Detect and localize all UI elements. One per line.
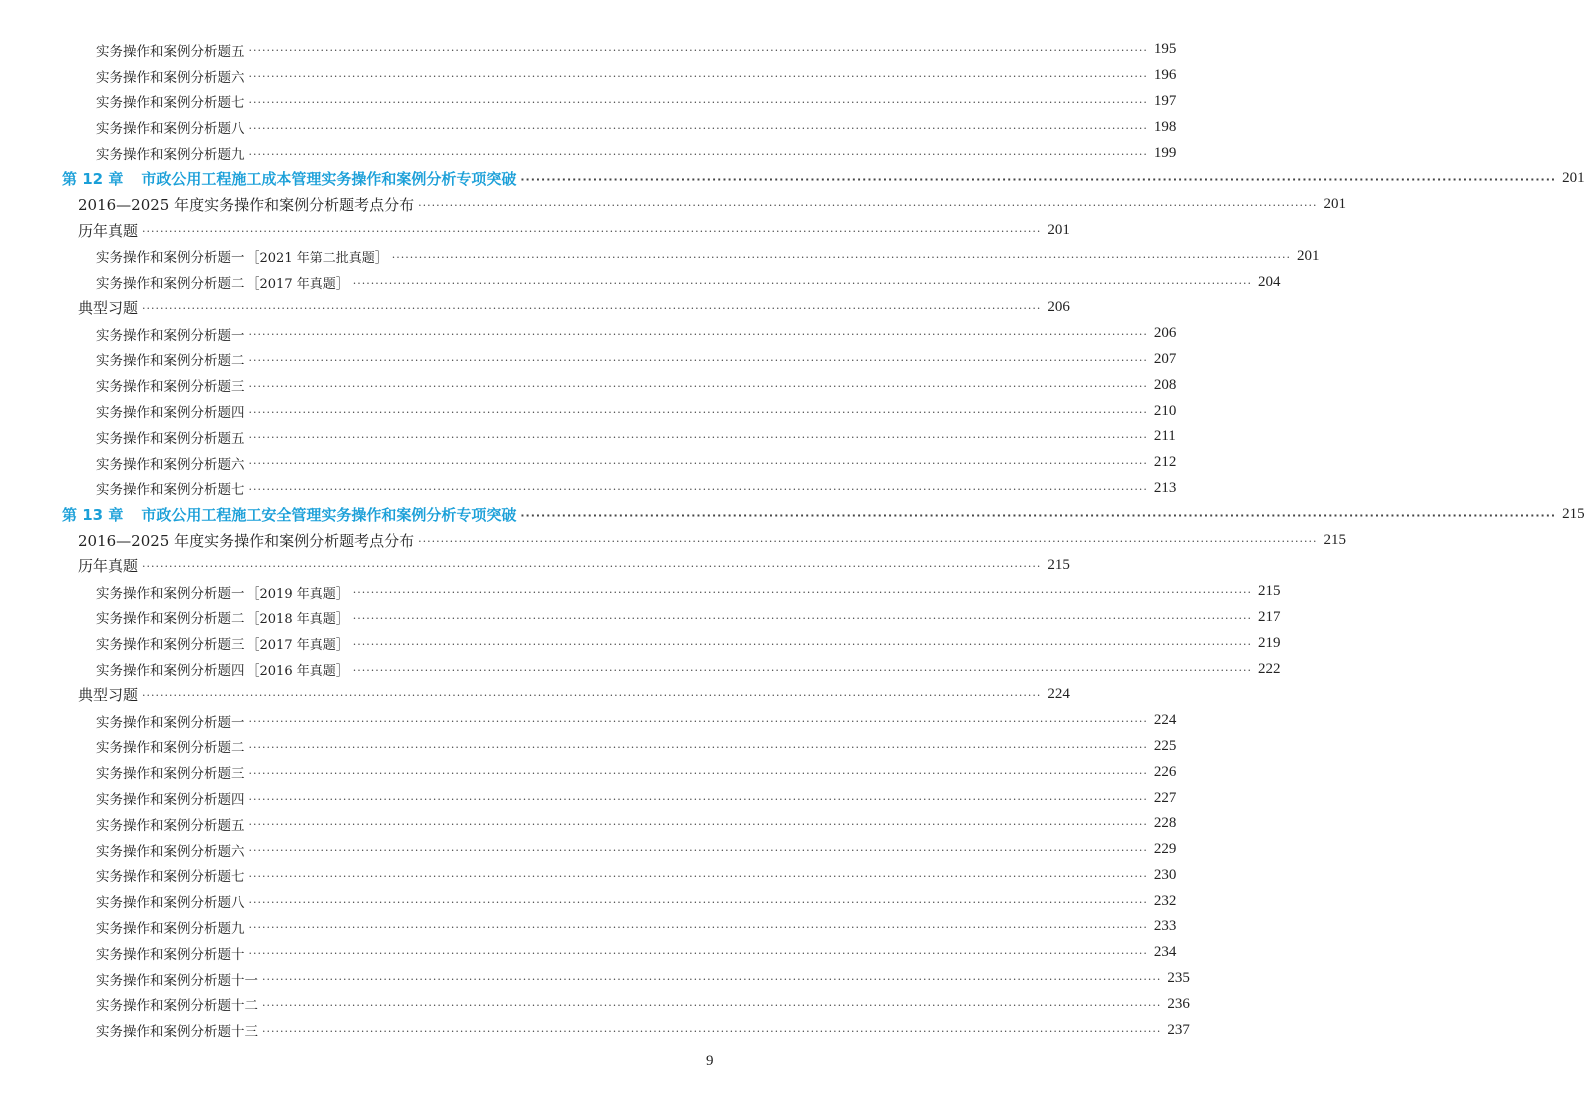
entry-label: 实务操作和案例分析题六 — [96, 843, 245, 860]
dot-leader: ········································································································································································································ — [352, 611, 1253, 625]
dot-leader: ········································································································································································································ — [142, 224, 1042, 238]
toc-page-number: 212 — [1153, 454, 1177, 471]
entry-label: 实务操作和案例分析题十 — [96, 946, 245, 963]
toc-page-number: 215 — [1047, 557, 1070, 574]
table-of-contents — [0, 37, 1585, 1043]
toc-page-number: 207 — [1153, 350, 1177, 367]
toc-page-number: 215 — [1562, 505, 1585, 522]
toc-entry-title — [96, 840, 249, 860]
toc-page-number: 232 — [1153, 892, 1177, 909]
toc-item-row[interactable] — [0, 579, 1281, 605]
toc-item-row[interactable] — [0, 630, 1281, 656]
toc-entry-title — [96, 427, 249, 447]
toc-page-number: 235 — [1167, 970, 1190, 987]
toc-entry-title — [96, 582, 353, 602]
toc-page-number: 229 — [1153, 841, 1177, 858]
toc-item-row[interactable] — [0, 811, 1177, 837]
toc-item-row[interactable] — [0, 863, 1177, 889]
entry-label: 实务操作和案例分析题七 — [96, 482, 245, 499]
entry-label: 实务操作和案例分析题三 — [96, 637, 245, 654]
toc-entry-title — [96, 865, 249, 885]
toc-entry-title — [96, 66, 249, 86]
entry-label: 实务操作和案例分析题十一 — [96, 972, 258, 989]
dot-leader: ········································································································································································································ — [248, 328, 1148, 342]
toc-dist-row[interactable] — [0, 192, 1346, 218]
toc-page-number: 237 — [1167, 1021, 1190, 1038]
toc-item-row[interactable] — [0, 114, 1177, 140]
toc-page-number: 234 — [1153, 944, 1177, 961]
toc-page-number: 196 — [1153, 67, 1177, 84]
toc-entry-title — [96, 788, 249, 808]
toc-page-number: 195 — [1153, 41, 1177, 58]
dot-leader: ········································································································································································································ — [248, 70, 1148, 84]
dot-leader: ········································································································································································································ — [248, 947, 1148, 961]
toc-item-row[interactable] — [0, 759, 1177, 785]
toc-chapter-row[interactable] — [0, 166, 1585, 192]
toc-entry-title — [96, 994, 262, 1014]
toc-entry-title — [78, 530, 418, 551]
toc-item-row[interactable] — [0, 940, 1177, 966]
toc-item-row[interactable] — [0, 372, 1177, 398]
entry-label: 典型习题 — [78, 686, 139, 705]
toc-entry-title — [96, 659, 353, 679]
toc-item-row[interactable] — [0, 888, 1177, 914]
toc-page-number: 236 — [1167, 995, 1190, 1012]
dot-leader: ········································································································································································································ — [248, 766, 1148, 780]
exam-year-tag: ［2017 年真题］ — [246, 638, 349, 654]
toc-section-row[interactable] — [0, 218, 1070, 244]
entry-label: 实务操作和案例分析题六 — [96, 69, 245, 86]
dot-leader: ········································································································································································································ — [248, 921, 1148, 935]
entry-label: 实务操作和案例分析题一 — [96, 585, 245, 602]
toc-item-row[interactable] — [0, 269, 1281, 295]
toc-page-number: 211 — [1153, 428, 1176, 445]
dot-leader: ········································································································································································································ — [248, 869, 1148, 883]
toc-page-number: 206 — [1153, 325, 1177, 342]
toc-page-number: 222 — [1258, 660, 1281, 677]
entry-label: 实务操作和案例分析题五 — [96, 430, 245, 447]
entry-label: 实务操作和案例分析题八 — [96, 895, 245, 912]
toc-page-number: 201 — [1047, 221, 1070, 238]
entry-label: 实务操作和案例分析题三 — [96, 766, 245, 783]
toc-entry-title — [96, 453, 249, 473]
entry-label: 历年真题 — [78, 221, 139, 240]
toc-item-row[interactable] — [0, 450, 1177, 476]
toc-item-row[interactable] — [0, 37, 1177, 63]
toc-entry-title — [96, 917, 249, 937]
toc-section-row[interactable] — [0, 553, 1070, 579]
toc-page-number: 201 — [1297, 247, 1320, 264]
toc-entry-title — [96, 1020, 262, 1040]
entry-label: 实务操作和案例分析题五 — [96, 43, 245, 60]
dot-leader: ········································································································································································································ — [352, 663, 1253, 677]
dot-leader: ········································································································································································································ — [248, 457, 1148, 471]
toc-entry-title — [96, 814, 249, 834]
entry-label: 实务操作和案例分析题二 — [96, 353, 245, 370]
toc-item-row[interactable] — [0, 656, 1281, 682]
entry-label: 实务操作和案例分析题七 — [96, 95, 245, 112]
dot-leader: ········································································································································································································ — [248, 147, 1148, 161]
toc-entry-title — [96, 711, 249, 731]
toc-item-row[interactable] — [0, 89, 1177, 115]
toc-item-row[interactable] — [0, 966, 1190, 992]
toc-page-number: 227 — [1153, 789, 1177, 806]
toc-item-row[interactable] — [0, 424, 1176, 450]
toc-page-number: 215 — [1323, 531, 1346, 548]
entry-label: 2016—2025 年度实务操作和案例分析题考点分布 — [78, 531, 415, 550]
toc-page-number: 208 — [1153, 376, 1177, 393]
toc-item-row[interactable] — [0, 734, 1177, 760]
chapter-number: 第 13 章 — [62, 505, 124, 524]
toc-page-number: 224 — [1047, 686, 1070, 703]
toc-entry-title — [62, 504, 520, 525]
toc-page-number: 198 — [1153, 118, 1177, 135]
dot-leader: ········································································································································································································ — [520, 173, 1557, 187]
entry-label: 实务操作和案例分析题四 — [96, 405, 245, 422]
page-number: 9 — [706, 1053, 714, 1069]
dot-leader: ········································································································································································································ — [248, 740, 1148, 754]
entry-label: 典型习题 — [78, 299, 139, 318]
toc-entry-title — [96, 91, 249, 111]
entry-label: 实务操作和案例分析题五 — [96, 817, 245, 834]
dot-leader: ········································································································································································································ — [520, 508, 1557, 522]
dot-leader: ········································································································································································································ — [248, 792, 1148, 806]
toc-page-number: 226 — [1153, 763, 1177, 780]
toc-item-row[interactable] — [0, 605, 1281, 631]
exam-year-tag: ［2016 年真题］ — [246, 664, 349, 680]
dot-leader: ········································································································································································································ — [262, 1024, 1162, 1038]
toc-entry-title — [96, 736, 249, 756]
toc-entry-title — [96, 246, 392, 266]
dot-leader: ········································································································································································································ — [391, 250, 1292, 264]
toc-page-number: 206 — [1047, 299, 1070, 316]
dot-leader: ········································································································································································································ — [142, 689, 1042, 703]
toc-page-number: 213 — [1153, 479, 1177, 496]
toc-item-row[interactable] — [0, 243, 1320, 269]
toc-entry-title — [96, 478, 249, 498]
toc-item-row[interactable] — [0, 837, 1177, 863]
toc-page-number: 210 — [1153, 402, 1177, 419]
entry-label: 实务操作和案例分析题八 — [96, 121, 245, 138]
dot-leader: ········································································································································································································ — [248, 353, 1148, 367]
entry-label: 实务操作和案例分析题二 — [96, 611, 245, 628]
dot-leader: ········································································································································································································ — [248, 121, 1148, 135]
toc-item-row[interactable] — [0, 991, 1190, 1017]
toc-page-number: 204 — [1258, 273, 1281, 290]
toc-page-number: 230 — [1153, 866, 1177, 883]
toc-page-number: 197 — [1153, 92, 1177, 109]
dot-leader: ········································································································································································································ — [352, 276, 1253, 290]
toc-dist-row[interactable] — [0, 527, 1346, 553]
chapter-number: 第 12 章 — [62, 170, 124, 189]
dot-leader: ········································································································································································································ — [248, 818, 1148, 832]
dot-leader: ········································································································································································································ — [352, 637, 1253, 651]
dot-leader: ········································································································································································································ — [352, 586, 1253, 600]
entry-label: 实务操作和案例分析题一 — [96, 327, 245, 344]
entry-label: 实务操作和案例分析题十二 — [96, 998, 258, 1015]
entry-label: 实务操作和案例分析题九 — [96, 147, 245, 164]
toc-item-row[interactable] — [0, 140, 1177, 166]
entry-label: 实务操作和案例分析题六 — [96, 456, 245, 473]
toc-entry-title — [96, 40, 249, 60]
entry-label: 2016—2025 年度实务操作和案例分析题考点分布 — [78, 196, 415, 215]
entry-label: 实务操作和案例分析题三 — [96, 379, 245, 396]
dot-leader: ········································································································································································································ — [248, 431, 1148, 445]
dot-leader: ········································································································································································································ — [142, 560, 1042, 574]
toc-page-number: 199 — [1153, 144, 1177, 161]
entry-label: 实务操作和案例分析题十三 — [96, 1024, 258, 1041]
exam-year-tag: ［2021 年第二批真题］ — [246, 251, 388, 267]
toc-entry-title — [96, 349, 249, 369]
toc-page-number: 201 — [1562, 170, 1585, 187]
toc-item-row[interactable] — [0, 785, 1177, 811]
dot-leader: ········································································································································································································ — [248, 715, 1148, 729]
toc-entry-title — [96, 375, 249, 395]
toc-item-row[interactable] — [0, 914, 1177, 940]
toc-entry-title — [96, 607, 353, 627]
toc-item-row[interactable] — [0, 398, 1177, 424]
entry-label: 实务操作和案例分析题二 — [96, 276, 245, 293]
toc-page-number: 233 — [1153, 918, 1177, 935]
dot-leader: ········································································································································································································ — [248, 44, 1148, 58]
toc-item-row[interactable] — [0, 63, 1177, 89]
toc-page-number: 224 — [1153, 712, 1177, 729]
toc-page-number: 217 — [1258, 608, 1281, 625]
toc-entry-title — [96, 943, 249, 963]
toc-entry-title — [78, 684, 142, 705]
toc-entry-title — [78, 297, 142, 318]
entry-label: 实务操作和案例分析题一 — [96, 714, 245, 731]
entry-label: 实务操作和案例分析题七 — [96, 869, 245, 886]
dot-leader: ········································································································································································································ — [248, 844, 1148, 858]
entry-label: 实务操作和案例分析题九 — [96, 920, 245, 937]
dot-leader: ········································································································································································································ — [418, 199, 1318, 213]
entry-label: 实务操作和案例分析题四 — [96, 792, 245, 808]
dot-leader: ········································································································································································································ — [248, 482, 1148, 496]
dot-leader: ········································································································································································································ — [248, 379, 1148, 393]
toc-item-row[interactable] — [0, 347, 1177, 373]
toc-page-number: 215 — [1258, 583, 1281, 600]
toc-entry-title — [96, 117, 249, 137]
toc-item-row[interactable] — [0, 476, 1177, 502]
toc-entry-title — [78, 555, 142, 576]
entry-label: 实务操作和案例分析题四 — [96, 663, 245, 680]
toc-page-number: 228 — [1153, 815, 1177, 832]
dot-leader: ········································································································································································································ — [248, 95, 1148, 109]
toc-item-row[interactable] — [0, 708, 1177, 734]
toc-entry-title — [96, 633, 353, 653]
toc-entry-title — [96, 324, 249, 344]
exam-year-tag: ［2017 年真题］ — [246, 277, 349, 293]
entry-label: 历年真题 — [78, 557, 139, 576]
toc-section-row[interactable] — [0, 682, 1070, 708]
dot-leader: ········································································································································································································ — [248, 405, 1148, 419]
toc-section-row[interactable] — [0, 295, 1070, 321]
dot-leader: ········································································································································································································ — [262, 998, 1162, 1012]
toc-entry-title — [78, 194, 418, 215]
toc-entry-title — [96, 401, 249, 421]
toc-entry-title — [96, 762, 249, 782]
entry-label: 市政公用工程施工成本管理实务操作和案例分析专项突破 — [141, 170, 517, 189]
toc-entry-title — [62, 168, 520, 189]
toc-entry-title — [96, 272, 353, 292]
toc-item-row[interactable] — [0, 1017, 1190, 1043]
toc-chapter-row[interactable] — [0, 501, 1585, 527]
dot-leader: ········································································································································································································ — [142, 302, 1042, 316]
toc-entry-title — [96, 143, 249, 163]
toc-page-number: 201 — [1323, 196, 1346, 213]
toc-entry-title — [96, 891, 249, 911]
toc-page-number: 225 — [1153, 737, 1177, 754]
toc-page-number: 219 — [1258, 634, 1281, 651]
toc-entry-title — [78, 220, 142, 241]
entry-label: 实务操作和案例分析题一 — [96, 250, 245, 267]
entry-label: 市政公用工程施工安全管理实务操作和案例分析专项突破 — [141, 505, 517, 524]
exam-year-tag: ［2018 年真题］ — [246, 612, 349, 628]
dot-leader: ········································································································································································································ — [248, 895, 1148, 909]
toc-item-row[interactable] — [0, 321, 1177, 347]
dot-leader: ········································································································································································································ — [262, 973, 1162, 987]
exam-year-tag: ［2019 年真题］ — [246, 586, 349, 602]
entry-label: 实务操作和案例分析题二 — [96, 740, 245, 757]
toc-entry-title — [96, 969, 262, 989]
dot-leader: ········································································································································································································ — [418, 534, 1318, 548]
